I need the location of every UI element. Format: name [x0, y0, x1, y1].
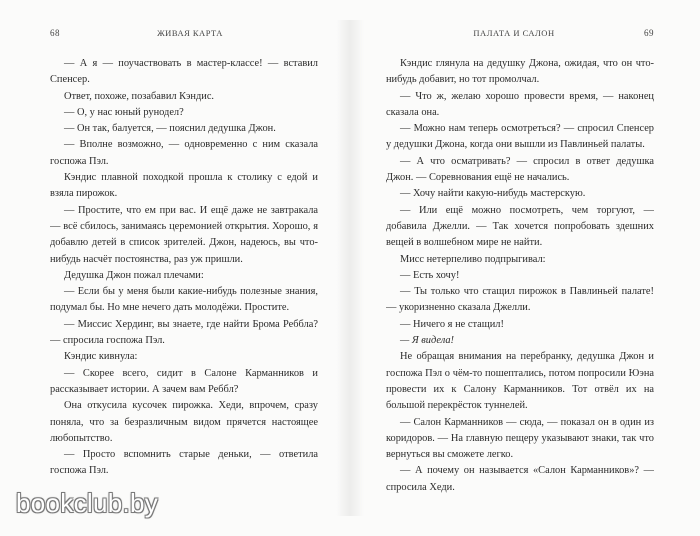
paragraph: — Можно нам теперь осмотреться? — спросил Спенсер у дедушки Джона, когда они вышли из Павлиньей палаты.	[386, 123, 654, 151]
paragraph: — Есть хочу!	[400, 269, 460, 281]
paragraph: — Просто вспомнить старые деньки, — ответила госпожа Пэл.	[50, 449, 318, 477]
paragraph: Она откусила кусочек пирожка. Хеди, впрочем, сразу поняла, что за безразличным видом прячется настоящее любопытство.	[50, 400, 318, 444]
paragraph: Кэндис плавной походкой прошла к столику с едой и взяла пирожок.	[50, 172, 318, 200]
paragraph: — Хочу найти какую-нибудь мастерскую.	[400, 188, 586, 200]
paragraph: — Если бы у меня были какие-нибудь полезные знания, подумал бы. Но мне нечего дать молодёжи. Простите.	[50, 286, 318, 314]
book-gutter	[336, 20, 364, 516]
paragraph: Кэндис глянула на дедушку Джона, ожидая, что он что-нибудь добавит, но тот промолчал.	[386, 58, 654, 86]
paragraph: — Миссис Хердинг, вы знаете, где найти Брома Реббла? — спросила госпожа Пэл.	[50, 318, 318, 347]
paragraph: Дедушка Джон пожал плечами:	[64, 269, 204, 281]
paragraph: Ответ, похоже, позабавил Кэндис.	[64, 90, 215, 102]
paragraph: — А почему он называется «Салон Карманников»? — спросила Хеди.	[386, 465, 654, 493]
paragraph: Кэндис кивнула:	[64, 351, 138, 363]
paragraph: — Ты только что стащил пирожок в Павлиньей палате! — укоризненно сказала Джелли.	[386, 286, 654, 314]
paragraph: — Ничего я не стащил!	[400, 318, 504, 330]
bookclub-watermark: bookclub.by	[16, 488, 159, 518]
paragraph: — Я видела!	[400, 335, 455, 347]
paragraph: — Скорее всего, сидит в Салоне Карманников и рассказывает истории. А зачем вам Реббл?	[50, 367, 318, 395]
paragraph: — Или ещё можно посмотреть, чем торгуют, — добавила Джелли. — Так хочется попробовать здешних вещей в волшебном мире не найти.	[386, 204, 654, 249]
right-page	[386, 28, 654, 508]
right-page-text	[386, 56, 654, 496]
right-page-number: 69	[644, 28, 654, 38]
paragraph: — Простите, что ем при вас. И ещё даже не завтракала — всё сбилось, занимаясь церемонией открытия. Хорошо, я добавлю детей в список зрителей. Джон, надеюсь, вы что-нибудь насчёт постоянства, раз уж пришли.	[50, 204, 318, 265]
left-running-title: ЖИВАЯ КАРТА	[157, 28, 223, 38]
left-running-head	[50, 28, 318, 42]
left-page-text	[50, 56, 318, 480]
paragraph: — А я — поучаствовать в мастер-классе! — вставил Спенсер.	[50, 58, 318, 86]
paragraph: Не обращая внимания на перебранку, дедушка Джон и госпожа Пэл о чём-то пошептались, потом попросили Юэна провести их к Салону Карманников. Тот отвёл их на большой перекрёсток туннелей.	[386, 351, 654, 412]
paragraph: — О, у нас юный рунодел?	[64, 106, 184, 118]
right-running-title: ПАЛАТА И САЛОН	[473, 28, 555, 38]
paragraph: — Салон Карманников — сюда, — показал он в один из коридоров. — На главную пещеру указывают знаки, так что вернуться вы сможете легко.	[386, 416, 654, 461]
right-running-head	[386, 28, 654, 42]
paragraph: — Он так, балуется, — пояснил дедушка Джон.	[64, 123, 276, 135]
paragraph: — Вполне возможно, — одновременно с ним сказала госпожа Пэл.	[50, 139, 318, 167]
left-page	[50, 28, 318, 508]
paragraph: Мисс нетерпеливо подпрыгивал:	[400, 253, 546, 265]
paragraph: — Что ж, желаю хорошо провести время, — наконец сказала она.	[386, 90, 654, 118]
left-page-number: 68	[50, 28, 60, 38]
paragraph: — А что осматривать? — спросил в ответ дедушка Джон. — Соревнования ещё не начались.	[386, 155, 654, 184]
